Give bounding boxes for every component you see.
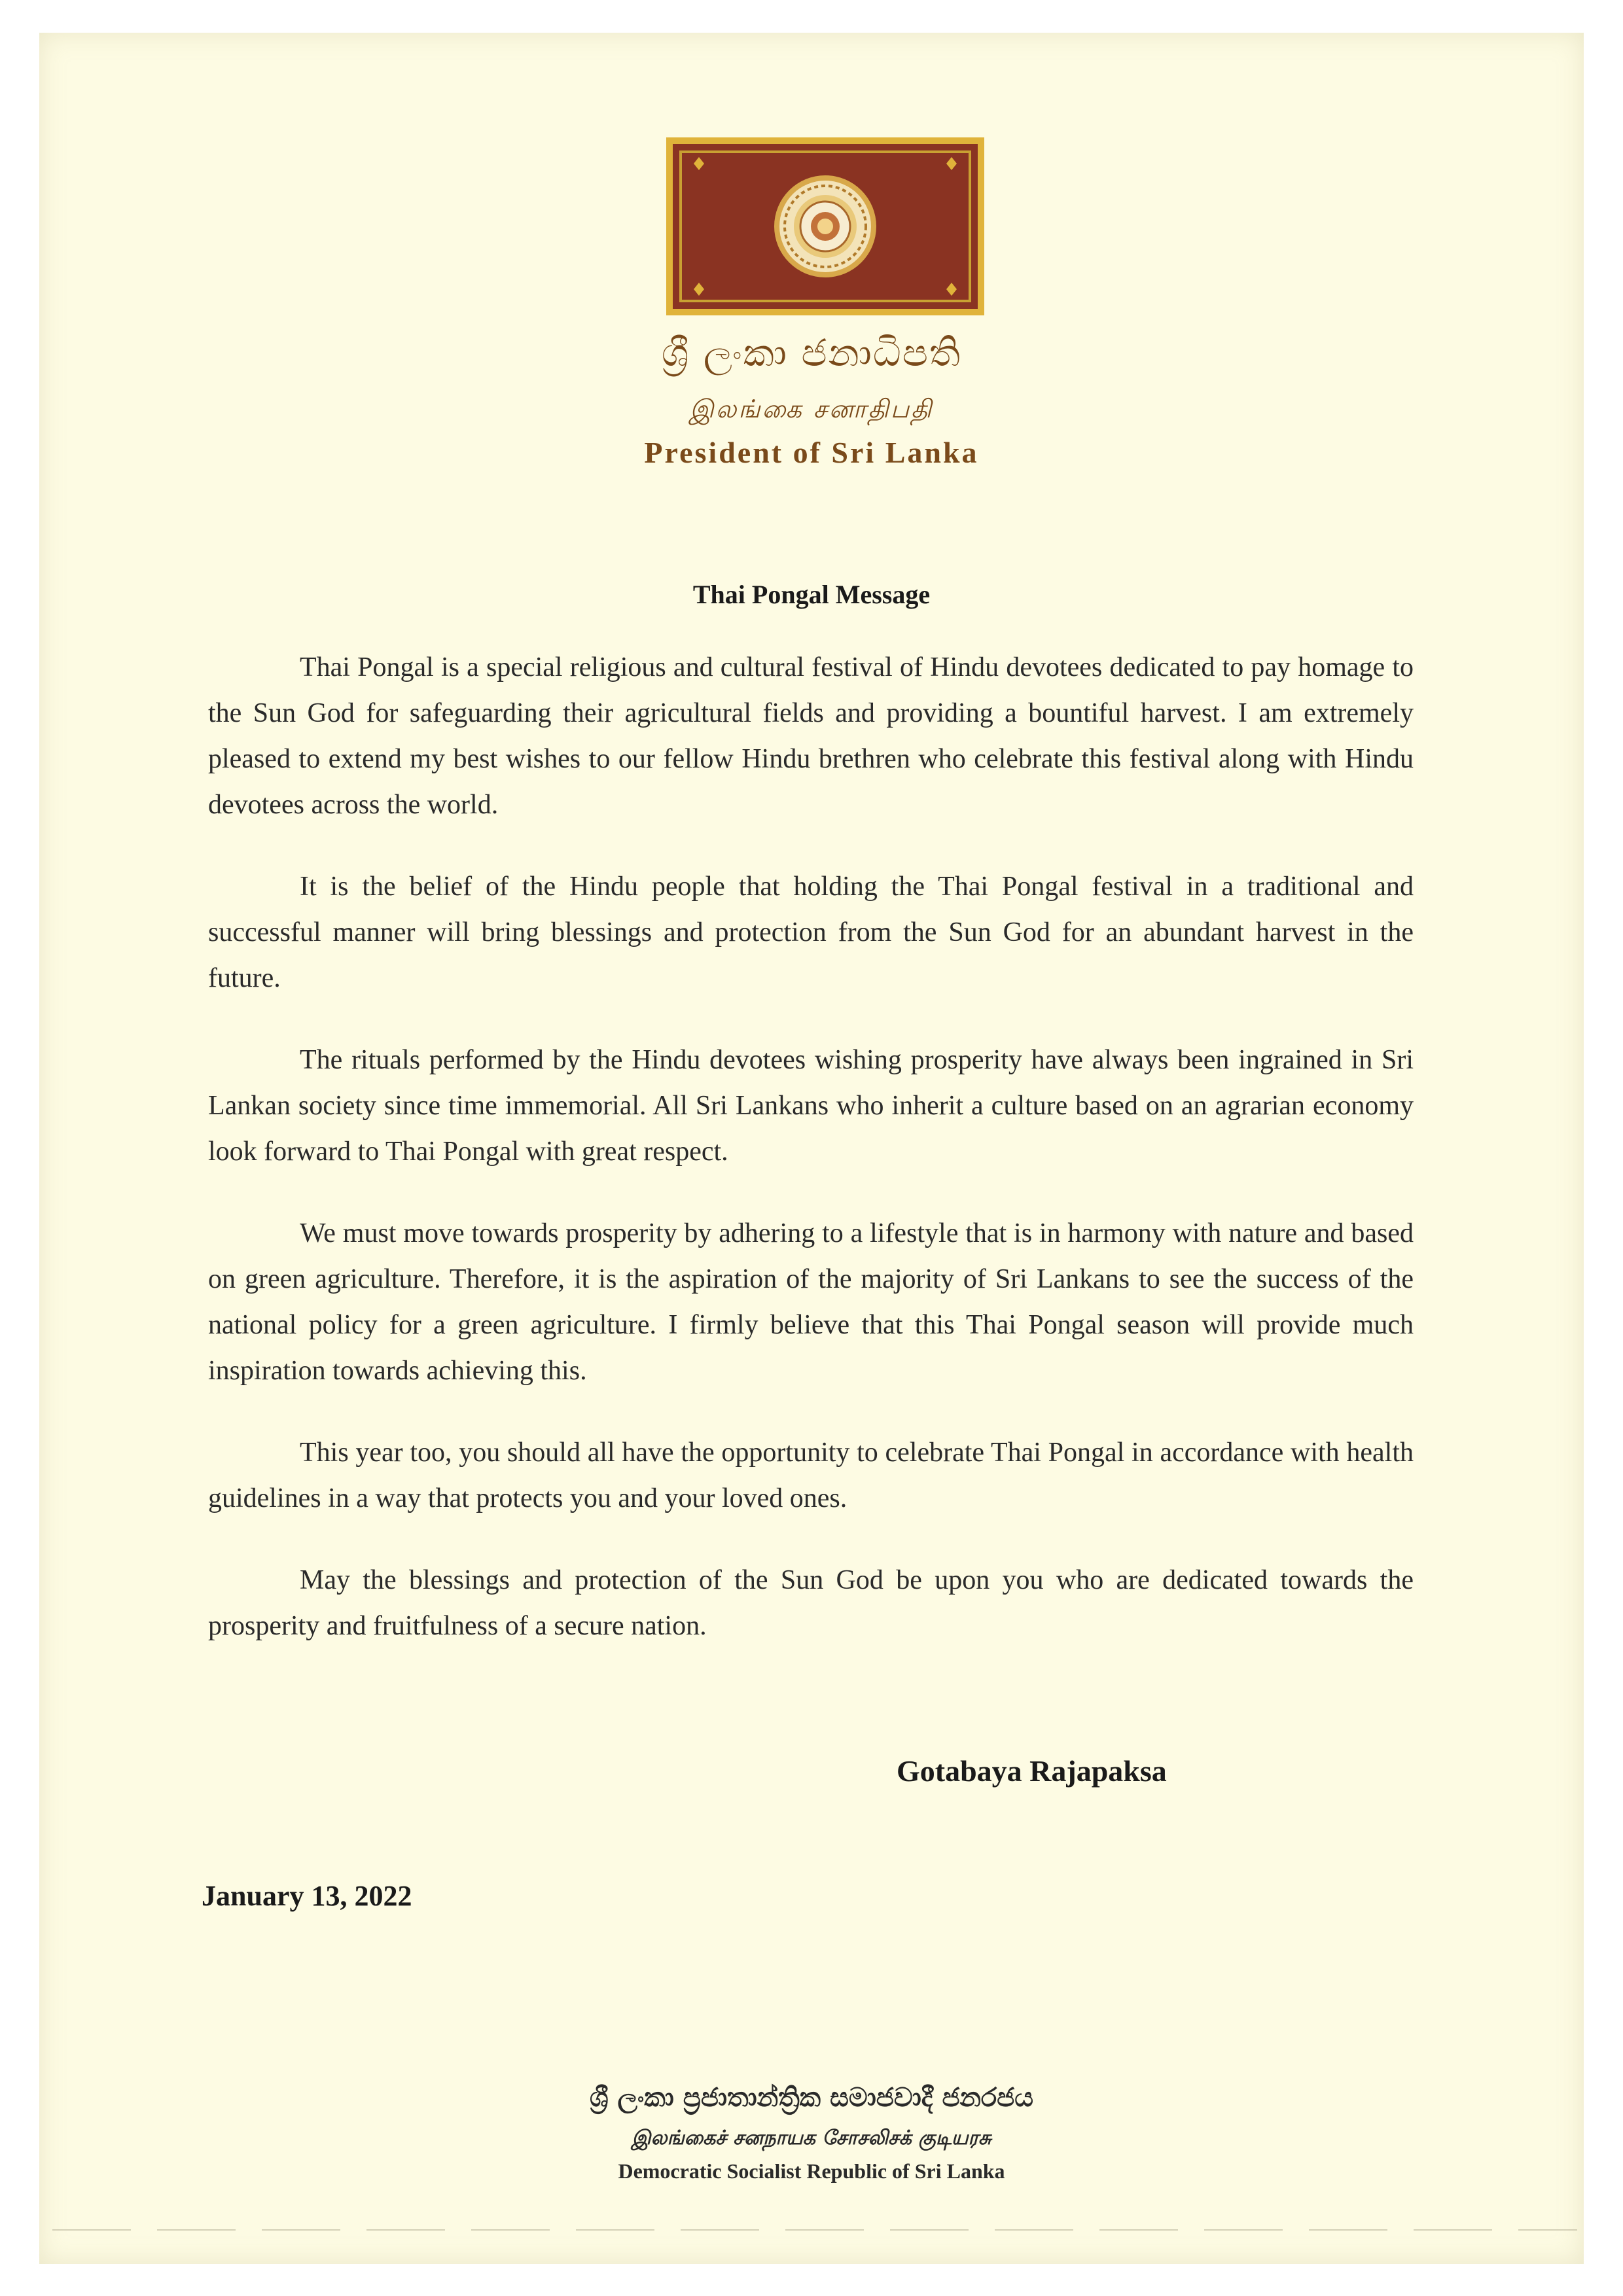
header-tamil: இலங்கை சனாதிபதி — [689, 395, 934, 423]
paragraph: Thai Pongal is a special religious and cultural festival of Hindu devotees dedicated to pay homage to the Sun God for safeguarding their agricultural fields and providing a bountiful harvest. I am extremely pleased to extend my best wishes to our fellow Hindu brethren who celebrate this festival along with Hindu devotees across the world. — [208, 652, 1414, 820]
message-body — [208, 645, 1414, 1685]
presidential-flag-emblem — [666, 137, 984, 315]
paragraph: It is the belief of the Hindu people that holding the Thai Pongal festival in a traditional and successful manner will bring blessings and protection from the Sun God for an abundant harvest in the future. — [208, 872, 1414, 993]
message-date: January 13, 2022 — [202, 1880, 412, 1912]
message-title: Thai Pongal Message — [692, 580, 931, 609]
paragraph: We must move towards prosperity by adhering to a lifestyle that is in harmony with nature and based on green agriculture. Therefore, it is the aspiration of the majority of Sri Lankans to see the success of the national policy for a green agriculture. I firmly believe that this Thai Pongal season will provide much inspiration towards achieving this. — [208, 1218, 1414, 1386]
paragraph: May the blessings and protection of the Sun God be upon you who are dedicated towards the prosperity and fruitfulness of a secure nation. — [208, 1565, 1414, 1641]
paragraph: The rituals performed by the Hindu devotees wishing prosperity have always been ingrained in Sri Lankan society since time immemorial. All Sri Lankans who inherit a culture based on an agrarian economy look forward to Thai Pongal with great respect. — [208, 1045, 1414, 1167]
paragraph: This year too, you should all have the opportunity to celebrate Thai Pongal in accordance with health guidelines in a way that protects you and your loved ones. — [208, 1438, 1414, 1513]
footer-english: Democratic Socialist Republic of Sri Lanka — [618, 2159, 1005, 2183]
footer-sinhala: ශ්‍රී ලංකා ප්‍රජාතාන්ත්‍රික සමාජවාදී ජනරජය — [589, 2083, 1034, 2113]
footer-divider — [52, 2229, 1577, 2231]
header-sinhala: ශ්‍රී ලංකා ජනාධිපති — [661, 330, 962, 375]
footer-tamil: இலங்கைச் சனநாயக சோசலிசக் குடியரசு — [632, 2127, 991, 2149]
signature-name: Gotabaya Rajapaksa — [897, 1754, 1167, 1788]
header-english: President of Sri Lanka — [644, 436, 979, 469]
